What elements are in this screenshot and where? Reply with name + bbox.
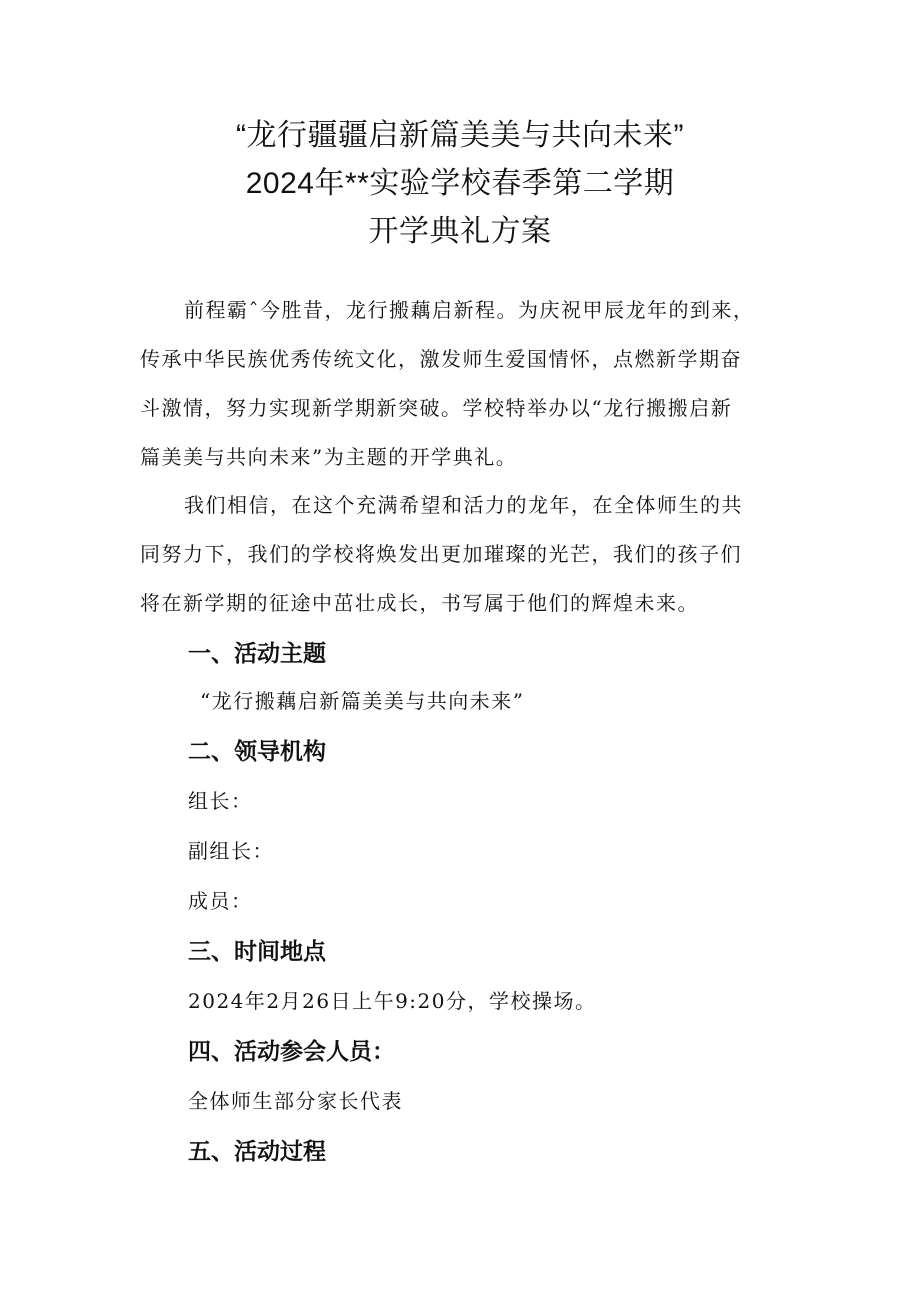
theme-text: “龙行搬藕启新篇美美与共向未来” [200, 689, 525, 713]
intro-line-4: 篇美美与共向未来”为主题的开学典礼。 [140, 445, 518, 469]
members-label: 成员： [188, 889, 253, 913]
intro-line-1: 前程霸ˆ今胜昔，龙行搬藕启新程。为庆祝甲辰龙年的到来， [184, 298, 755, 322]
belief-line-1: 我们相信，在这个充满希望和活力的龙年，在全体师生的共 [184, 493, 743, 517]
section-heading-time-place: 三、时间地点 [188, 938, 326, 964]
intro-paragraph [140, 286, 802, 482]
time-place-text: 2024年2月26日上午9:20分，学校操场。 [188, 989, 597, 1013]
intro-line-3: 斗激情，努力实现新学期新突破。学校特举办以“龙行搬搬启新 [140, 396, 733, 420]
participants-text: 全体师生部分家长代表 [188, 1089, 403, 1113]
document-title [0, 112, 920, 256]
section-heading-process: 五、活动过程 [188, 1138, 326, 1164]
belief-paragraph [140, 481, 802, 628]
belief-line-3: 将在新学期的征途中茁壮成长，书写属于他们的辉煌未来。 [140, 591, 699, 615]
section-heading-theme: 一、活动主题 [188, 640, 326, 666]
section-heading-leadership: 二、领导机构 [188, 738, 326, 764]
section-heading-participants: 四、活动参会人员： [188, 1038, 395, 1064]
title-line-3: 开学典礼方案 [368, 215, 552, 248]
belief-line-2: 同努力下，我们的学校将焕发出更加璀璨的光芒，我们的孩子们 [140, 542, 742, 566]
deputy-leader-label: 副组长： [188, 839, 274, 863]
intro-line-2: 传承中华民族优秀传统文化，激发师生爱国情怀，点燃新学期奋 [140, 347, 742, 371]
leader-label: 组长： [188, 789, 253, 813]
title-line-2: 2024年**实验学校春季第二学期 [245, 167, 675, 200]
title-line-1: “龙行疆疆启新篇美美与共向未来” [236, 119, 684, 152]
